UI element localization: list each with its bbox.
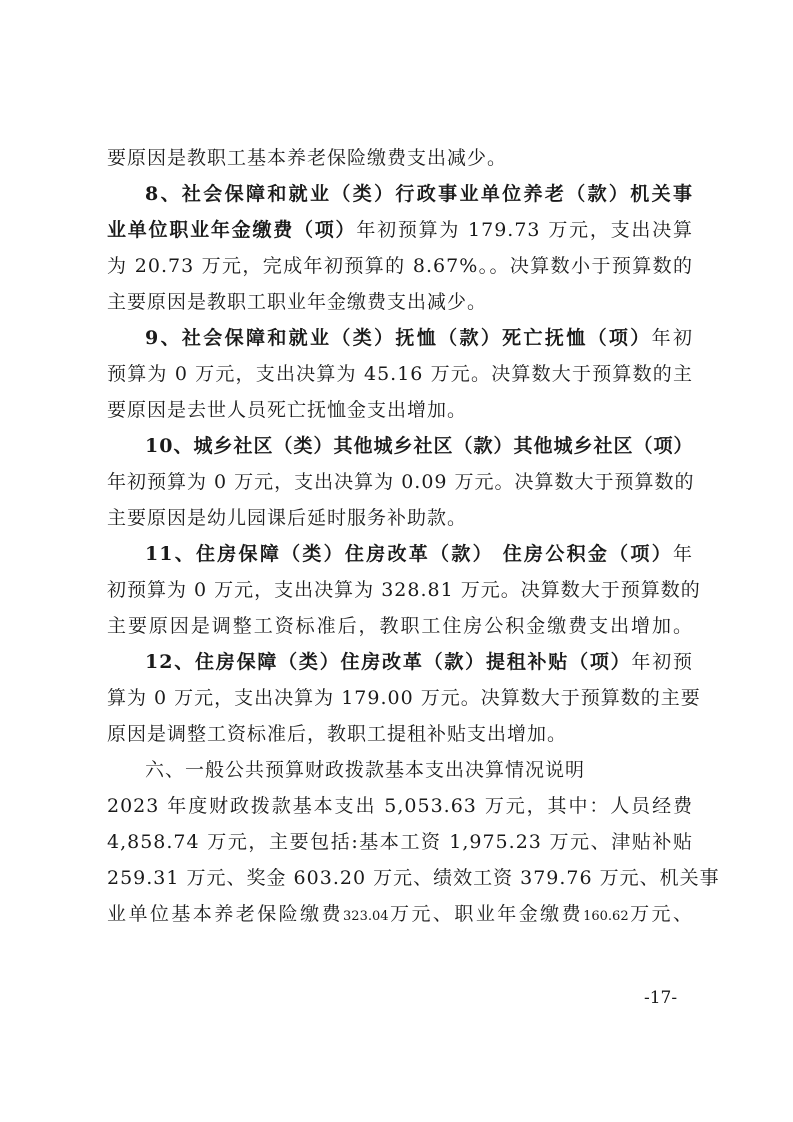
item-12-title: 12、住房保障（类）住房改革（款）提租补贴（项）: [145, 651, 632, 673]
item-11-title-rest: 年: [672, 543, 693, 565]
section-6-text-c: 万元、职业年金缴费: [388, 903, 584, 925]
item-10-line-3: 主要原因是幼儿园课后延时服务补助款。: [107, 507, 468, 529]
item-12-title-line: [107, 644, 693, 680]
item-11-title-line: [107, 536, 693, 572]
item-8-title-cont: 业单位职业年金缴费（项）: [107, 219, 357, 241]
item-9-title-line: [107, 320, 693, 356]
item-8-title: 8、社会保障和就业（类）行政事业单位养老（款）机关事: [145, 183, 693, 205]
item-9-title-rest: 年初: [651, 327, 693, 349]
item-10-line-2: 年初预算为 0 万元，支出决算为 0.09 万元。决算数大于预算数的: [107, 471, 695, 493]
item-12-title-rest: 年初预: [631, 651, 693, 673]
section-6-text-e: 万元、: [628, 903, 693, 925]
item-11-line-2: 初预算为 0 万元，支出决算为 328.81 万元。决算数大于预算数的: [107, 579, 701, 601]
item-8-line-2: [107, 212, 693, 248]
item-8-title-line: [107, 176, 693, 212]
section-6-line-1: 2023 年度财政拨款基本支出 5,053.63 万元，其中：人员经费: [107, 795, 693, 817]
annuity-amount: 160.62: [583, 909, 629, 924]
item-10-title: 10、城乡社区（类）其他城乡社区（款）其他城乡社区（项）: [145, 435, 694, 457]
section-6-line-3: 259.31 万元、奖金 603.20 万元、绩效工资 379.76 万元、机关事: [107, 867, 720, 889]
item-12-line-2: 算为 0 万元，支出决算为 179.00 万元。决算数大于预算数的主要: [107, 687, 701, 709]
item-8-line-3: 为 20.73 万元，完成年初预算的 8.67%。。决算数小于预算数的: [107, 255, 693, 277]
page-number: -17-: [644, 988, 678, 1008]
item-9-title: 9、社会保障和就业（类）抚恤（款）死亡抚恤（项）: [145, 327, 652, 349]
section-6-text-a: 业单位基本养老保险缴费: [107, 903, 344, 925]
item-11-line-3: 主要原因是调整工资标准后，教职工住房公积金缴费支出增加。: [107, 615, 693, 637]
item-8-text: 年初预算为 179.73 万元，支出决算: [356, 219, 693, 241]
section-6-line-4: [107, 896, 693, 932]
item-10-title-line: [107, 428, 693, 464]
item-11-title: 11、住房保障（类）住房改革（款） 住房公积金（项）: [145, 543, 673, 565]
pension-amount: 323.04: [343, 909, 389, 924]
section-6-heading: 六、一般公共预算财政拨款基本支出决算情况说明: [145, 759, 586, 781]
item-9-line-2: 预算为 0 万元，支出决算为 45.16 万元。决算数大于预算数的主: [107, 363, 693, 385]
section-6-line-2: 4,858.74 万元，主要包括:基本工资 1,975.23 万元、津贴补贴: [107, 831, 693, 853]
item-8-line-4: 主要原因是教职工职业年金缴费支出减少。: [107, 291, 488, 313]
paragraph-line: 要原因是教职工基本养老保险缴费支出减少。: [107, 147, 508, 169]
document-page: [107, 140, 720, 932]
item-9-line-3: 要原因是去世人员死亡抚恤金支出增加。: [107, 399, 468, 421]
item-12-line-3: 原因是调整工资标准后，教职工提租补贴支出增加。: [107, 723, 568, 745]
